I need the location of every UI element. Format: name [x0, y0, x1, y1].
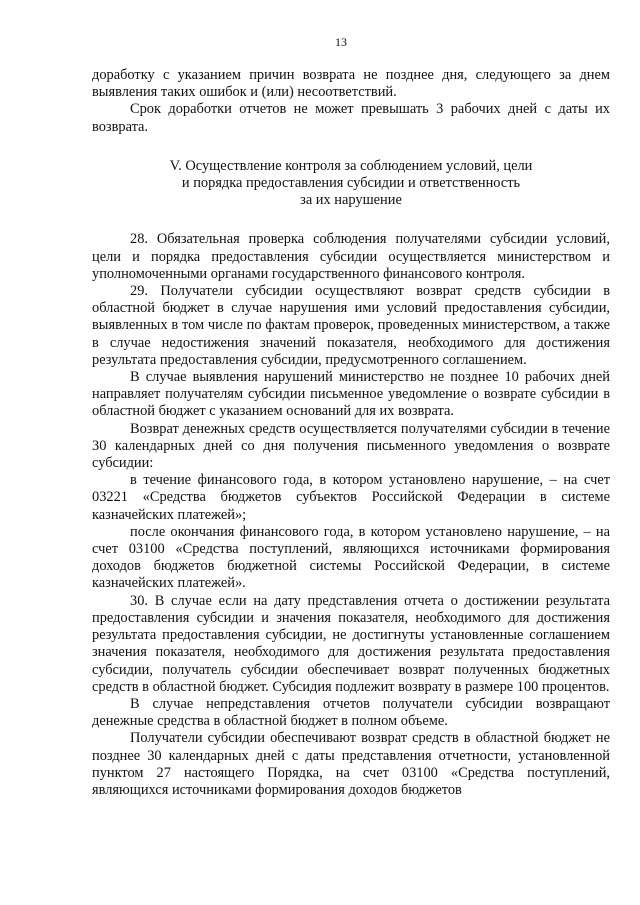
paragraph: в течение финансового года, в котором установлено нарушение, – на счет 03221 «Средства бюджетов субъектов Российской Федерации в системе казначейских платежей»; [92, 472, 610, 523]
page-number: 13 [335, 35, 347, 49]
document-body [92, 67, 610, 799]
paragraph: Возврат денежных средств осуществляется получателями субсидии в течение 30 календарных дней со дня получения письменного уведомления о возврате субсидии: [92, 420, 610, 472]
clause-29: 29. Получатели субсидии осуществляют возврат средств субсидии в областной бюджет в случае нарушения ими условий предоставления субсидии, выявленных в том числе по фактам проверок, проведенных министерством, а также в случае недостижения значений показателя, необходимого для достижения результата предоставления субсидии, предусмотренного соглашением. [92, 283, 610, 368]
section-heading [92, 158, 610, 210]
section-heading-line: за их нарушение [300, 192, 402, 209]
clause-28: 28. Обязательная проверка соблюдения получателями субсидии условий, цели и порядка предоставления субсидии осуществляется министерством и уполномоченными органами государственного финансового контроля. [92, 231, 610, 282]
paragraph-continuation: доработку с указанием причин возврата не позднее дня, следующего за днем выявления таких ошибок и (или) несоответствий. [92, 67, 610, 101]
section-heading-line: и порядка предоставления субсидии и ответственность [181, 175, 521, 192]
paragraph: после окончания финансового года, в котором установлено нарушение, – на счет 03100 «Средства поступлений, являющихся источниками формирования доходов бюджетов бюджетной системы Российской Федерации, в системе казначейских платежей». [92, 523, 610, 592]
paragraph: Срок доработки отчетов не может превышать 3 рабочих дней с даты их возврата. [92, 101, 610, 135]
section-heading-line: V. Осуществление контроля за соблюдением условий, цели [169, 157, 533, 174]
clause-30: 30. В случае если на дату представления отчета о достижении результата предоставления субсидии и значения показателя, необходимого для достижения результата предоставления субсидии, не достигнуты установленные соглашением значения показателя, необходимого для достижения результата предоставления субсидии, получатель субсидии обеспечивает возврат полученных бюджетных средств в областной бюджет. Субсидия подлежит возврату в размере 100 процентов. [92, 592, 610, 695]
paragraph: В случае непредставления отчетов получатели субсидии возвращают денежные средства в областной бюджет в полном объеме. [92, 695, 610, 730]
paragraph: В случае выявления нарушений министерство не позднее 10 рабочих дней направляет получателям субсидии письменное уведомление о возврате субсидии в областной бюджет с указанием оснований для их возврата. [92, 369, 610, 420]
paragraph: Получатели субсидии обеспечивают возврат средств в областной бюджет не позднее 30 календарных дней с даты представления отчетности, установленной пунктом 27 настоящего Порядка, на счет 03100 «Средства поступлений, являющихся источниками формирования доходов бюджетов [92, 730, 610, 798]
